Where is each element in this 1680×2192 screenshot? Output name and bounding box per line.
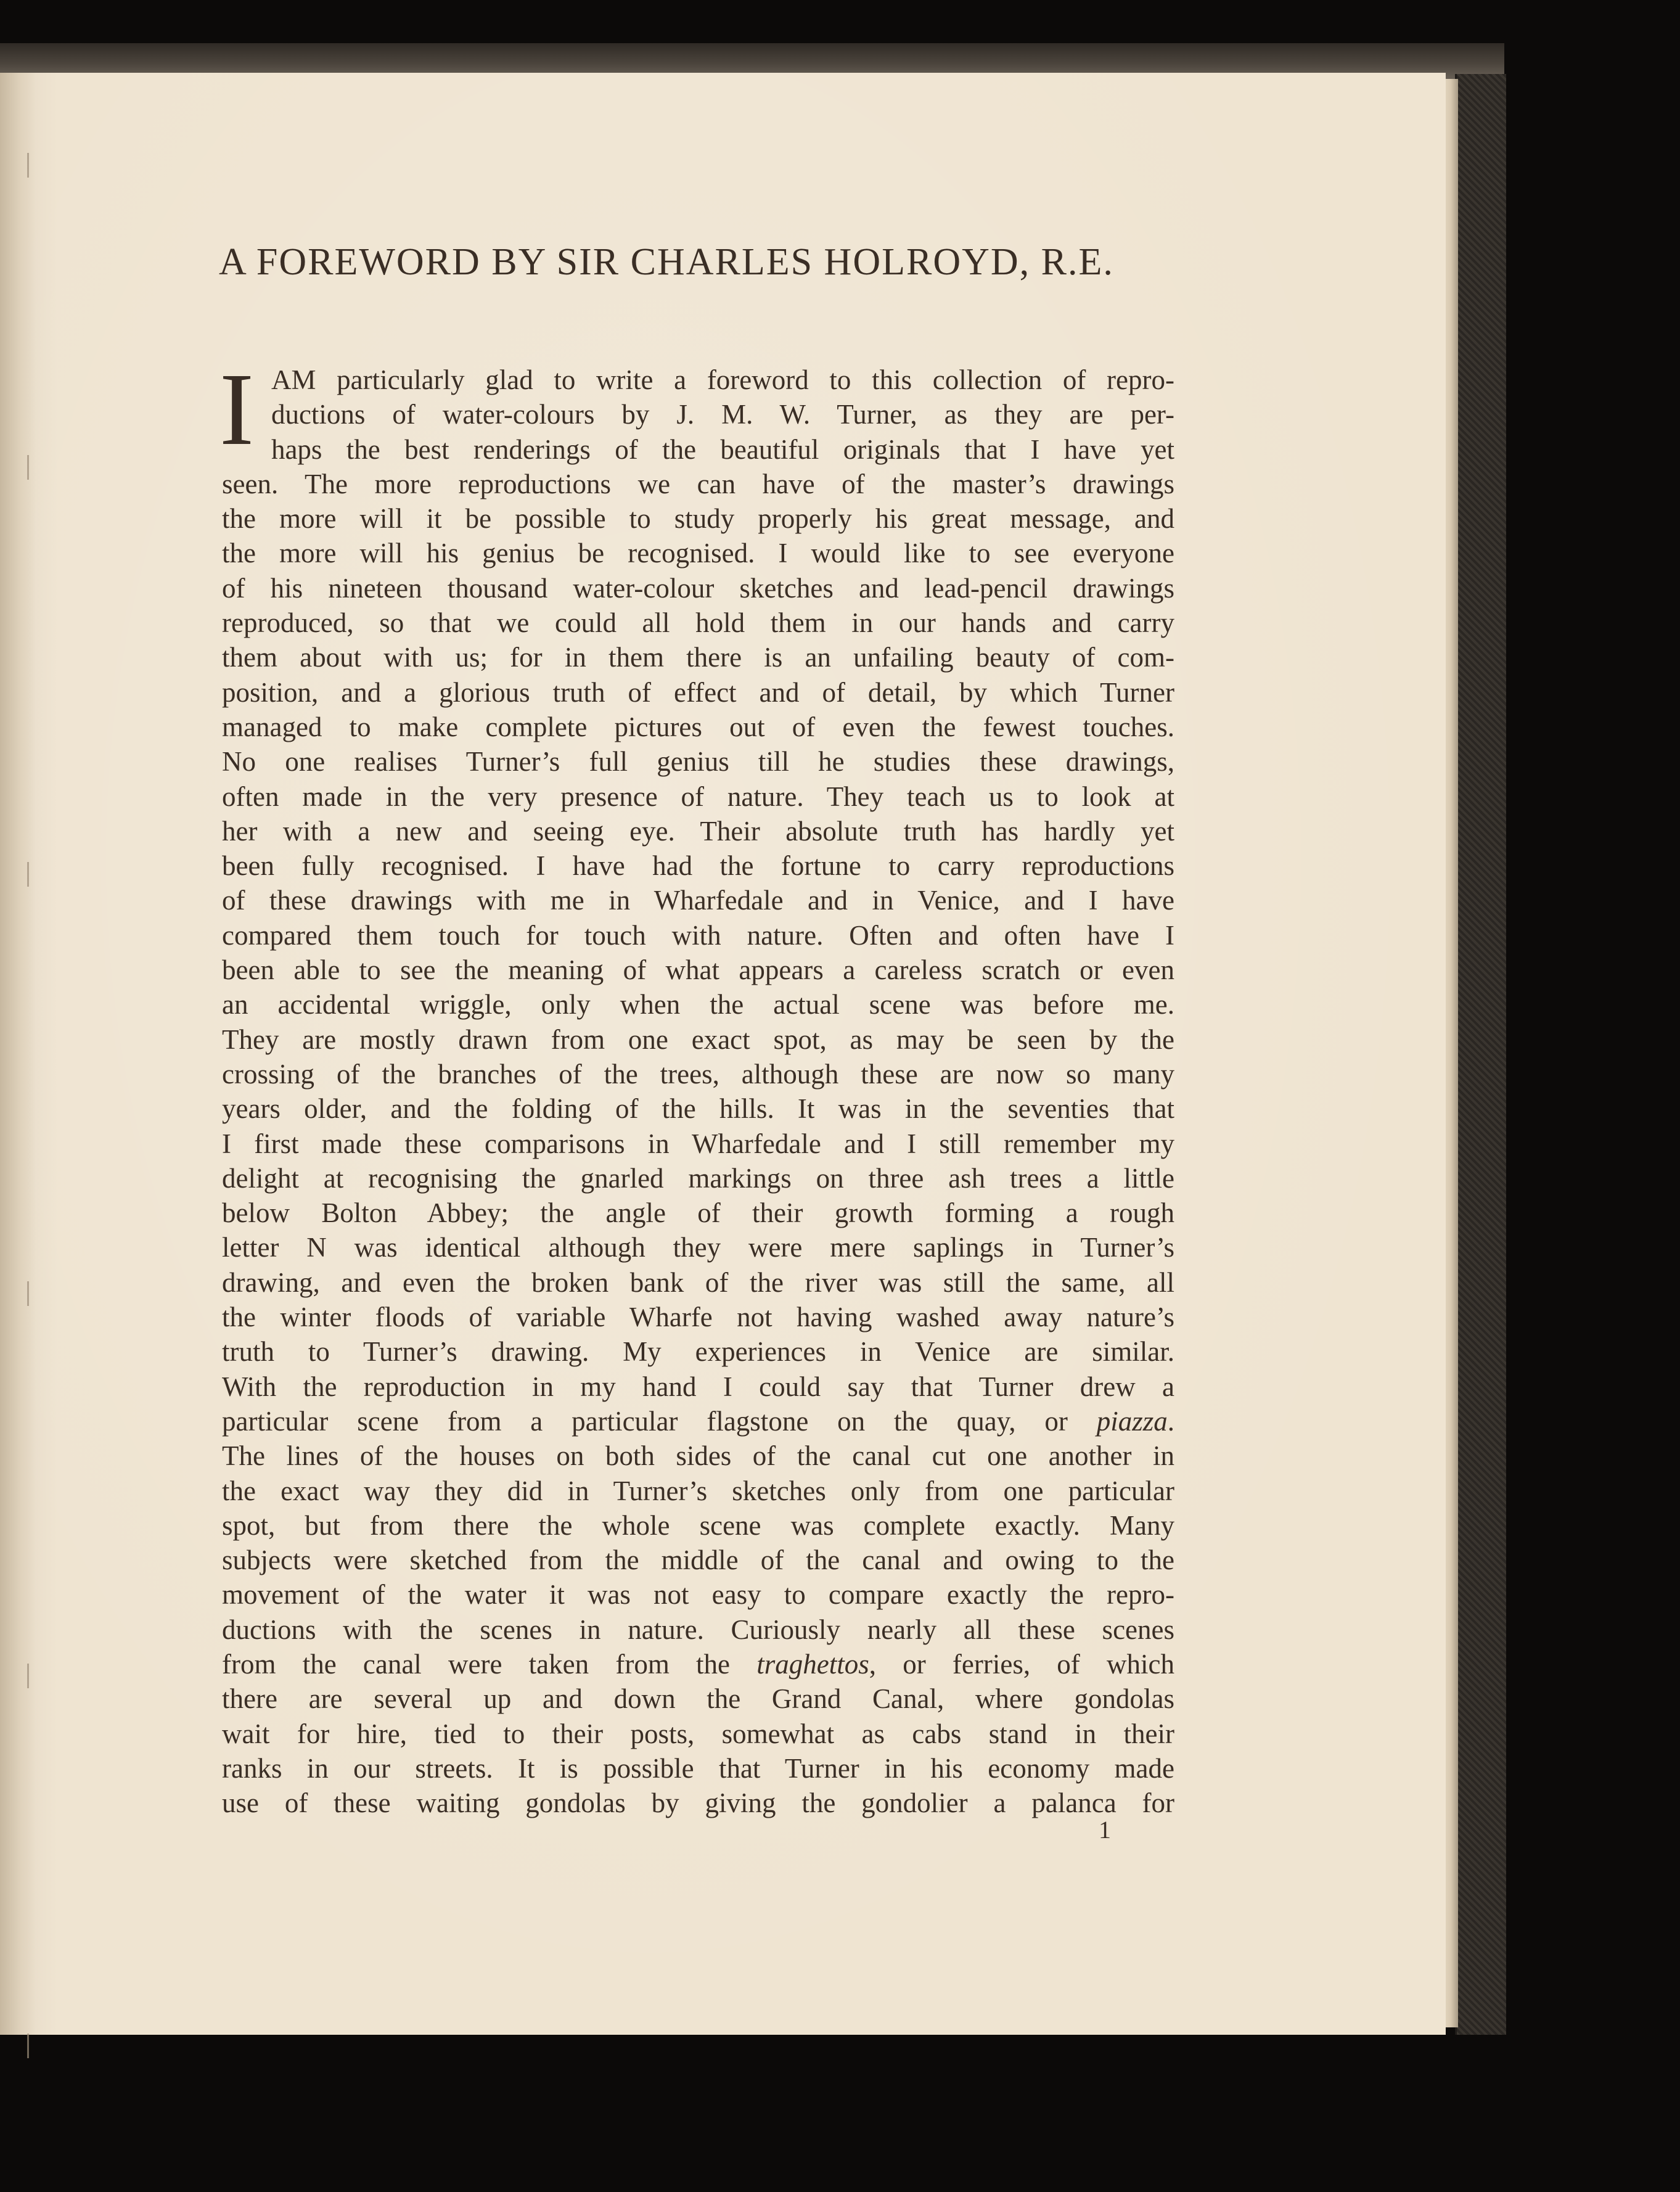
- text-line: crossing of the branches of the trees, although these are now so many: [222, 1058, 1174, 1090]
- text-line: subjects were sketched from the middle of the canal and owing to the: [222, 1545, 1174, 1576]
- text-line: been fully recognised. I have had the fortune to carry reproductions: [222, 850, 1174, 882]
- text-line: been able to see the meaning of what appears a careless scratch or even: [222, 954, 1174, 986]
- binding-stitch: [27, 2034, 38, 2058]
- book-cover-right-edge: [1455, 74, 1506, 2035]
- text-line: years older, and the folding of the hills. It was in the seventies that: [222, 1093, 1174, 1125]
- drop-cap: I: [219, 352, 254, 467]
- italic-term: piazza: [1096, 1405, 1168, 1437]
- binding-stitch: [27, 153, 38, 178]
- binding-stitch: [27, 1281, 38, 1306]
- text-line: AM particularly glad to write a foreword to this collection of repro-: [271, 364, 1174, 395]
- binding-stitch: [27, 1664, 38, 1688]
- text-line: often made in the very presence of nature. They teach us to look at: [222, 781, 1174, 812]
- text-line: them about with us; for in them there is an unfailing beauty of com-: [222, 642, 1174, 673]
- italic-term: traghettos: [756, 1648, 869, 1680]
- text-line: the exact way they did in Turner’s sketches only from one particular: [222, 1475, 1174, 1506]
- text-line: ductions of water-colours by J. M. W. Turner, as they are per-: [271, 399, 1174, 430]
- page-title: A FOREWORD BY SIR CHARLES HOLROYD, R.E.: [219, 241, 1114, 283]
- text-line: haps the best renderings of the beautiful originals that I have yet: [271, 433, 1174, 465]
- text-line: I first made these comparisons in Wharfedale and I still remember my: [222, 1128, 1174, 1159]
- text-line: truth to Turner’s drawing. My experiences in Venice are similar.: [222, 1336, 1174, 1368]
- text-line: there are several up and down the Grand Canal, where gondolas: [222, 1683, 1174, 1715]
- text-line: letter N was identical although they were mere saplings in Turner’s: [222, 1232, 1174, 1263]
- text-line: With the reproduction in my hand I could say that Turner drew a: [222, 1371, 1174, 1402]
- text-line: They are mostly drawn from one exact spot, as may be seen by the: [222, 1024, 1174, 1055]
- text-line: position, and a glorious truth of effect and of detail, by which Turner: [222, 676, 1174, 708]
- text-line: particular scene from a particular flagstone on the quay, or piazza.: [222, 1405, 1174, 1437]
- text-line: The lines of the houses on both sides of the canal cut one another in: [222, 1440, 1174, 1472]
- text-line: movement of the water it was not easy to compare exactly the repro-: [222, 1579, 1174, 1611]
- page-number: 1: [1099, 1816, 1111, 1844]
- text-line: the more will it be possible to study properly his great message, and: [222, 503, 1174, 535]
- text-line: of these drawings with me in Wharfedale and in Venice, and I have: [222, 885, 1174, 916]
- text-line: her with a new and seeing eye. Their absolute truth has hardly yet: [222, 815, 1174, 847]
- book-page: [0, 73, 1446, 2035]
- text-line: drawing, and even the broken bank of the river was still the same, all: [222, 1266, 1174, 1298]
- foreword-text: [219, 352, 1174, 1820]
- text-line: seen. The more reproductions we can have of the master’s drawings: [222, 468, 1174, 499]
- text-line: No one realises Turner’s full genius till he studies these drawings,: [222, 746, 1174, 778]
- text-line: below Bolton Abbey; the angle of their growth forming a rough: [222, 1197, 1174, 1229]
- text-line: wait for hire, tied to their posts, somewhat as cabs stand in their: [222, 1718, 1174, 1749]
- text-line: reproduced, so that we could all hold them in our hands and carry: [222, 607, 1174, 639]
- text-line: spot, but from there the whole scene was complete exactly. Many: [222, 1509, 1174, 1541]
- text-line: the more will his genius be recognised. I would like to see everyone: [222, 538, 1174, 569]
- binding-stitch: [27, 862, 38, 887]
- page-gutter: [0, 73, 36, 2035]
- text-line: an accidental wriggle, only when the actual scene was before me.: [222, 989, 1174, 1020]
- binding-stitch: [27, 455, 38, 480]
- text-line: from the canal were taken from the traghettos, or ferries, of which: [222, 1648, 1174, 1680]
- text-line: the winter floods of variable Wharfe not having washed away nature’s: [222, 1302, 1174, 1333]
- text-line: managed to make complete pictures out of even the fewest touches.: [222, 711, 1174, 742]
- text-line: ductions with the scenes in nature. Curiously nearly all these scenes: [222, 1614, 1174, 1645]
- text-line: of his nineteen thousand water-colour sketches and lead-pencil drawings: [222, 572, 1174, 604]
- text-line: compared them touch for touch with nature. Often and often have I: [222, 919, 1174, 951]
- text-line: ranks in our streets. It is possible that Turner in his economy made: [222, 1752, 1174, 1784]
- text-line: delight at recognising the gnarled markings on three ash trees a little: [222, 1162, 1174, 1194]
- text-line: use of these waiting gondolas by giving the gondolier a palanca for: [222, 1788, 1174, 1819]
